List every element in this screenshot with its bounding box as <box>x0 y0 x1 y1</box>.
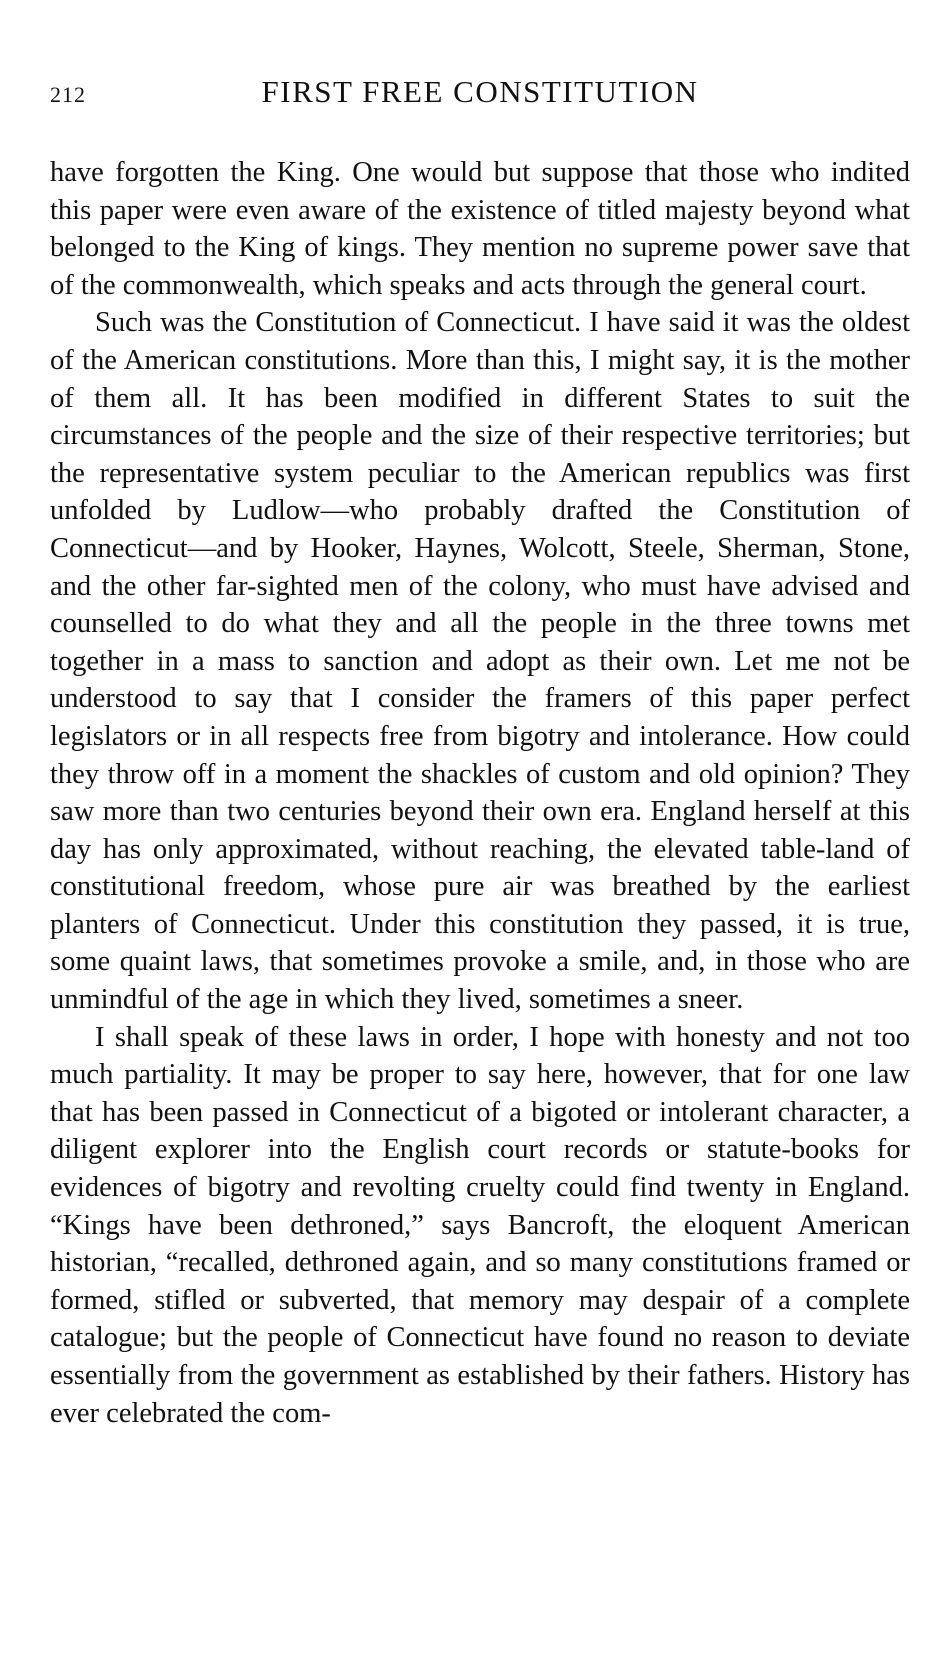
book-page <box>50 70 910 1432</box>
paragraph-constitution: Such was the Constitution of Connecticut. I have said it was the oldest of the American constitutions. More than this, I might say, it is the mother of them all. It has been modified in different States to suit the circumstances of the people and the size of their respective territories; but the representative system peculiar to the American republics was first unfolded by Ludlow—who probably drafted the Constitution of Connecticut—and by Hooker, Haynes, Wolcott, Steele, Sherman, Stone, and the other far-sighted men of the colony, who must have advised and counselled to do what they and all the people in the three towns met together in a mass to sanction and adopt as their own. Let me not be understood to say that I consider the framers of this paper perfect legislators or in all respects free from bigotry and intolerance. How could they throw off in a moment the shackles of custom and old opinion? They saw more than two centuries beyond their own era. England herself at this day has only approximated, without reaching, the elevated table-land of constitutional freedom, whose pure air was breathed by the earliest planters of Connecticut. Under this constitution they passed, it is true, some quaint laws, that sometimes provoke a smile, and, in those who are unmindful of the age in which they lived, sometimes a sneer. <box>50 307 910 1016</box>
paragraph-continuation: have forgotten the King. One would but suppose that those who indited this paper were even aware of the existence of titled majesty beyond what belonged to the King of kings. They mention no supreme power save that of the commonwealth, which speaks and acts through the general court. <box>50 157 910 301</box>
page-header <box>50 70 910 120</box>
page-number: 212 <box>50 82 86 107</box>
running-title: FIRST FREE CONSTITUTION <box>261 74 699 109</box>
body-text <box>50 154 910 1432</box>
paragraph-laws: I shall speak of these laws in order, I hope with honesty and not too much partiality. It may be proper to say here, however, that for one law that has been passed in Connecticut of a bigoted or intolerant character, a diligent explorer into the English court records or statute-books for evidences of bigotry and revolting cruelty could find twenty in England. “Kings have been dethroned,” says Bancroft, the eloquent American historian, “recalled, dethroned again, and so many constitutions framed or formed, stifled or subverted, that memory may despair of a complete catalogue; but the people of Connecticut have found no reason to deviate essentially from the government as established by their fathers. History has ever celebrated the com- <box>50 1021 910 1429</box>
